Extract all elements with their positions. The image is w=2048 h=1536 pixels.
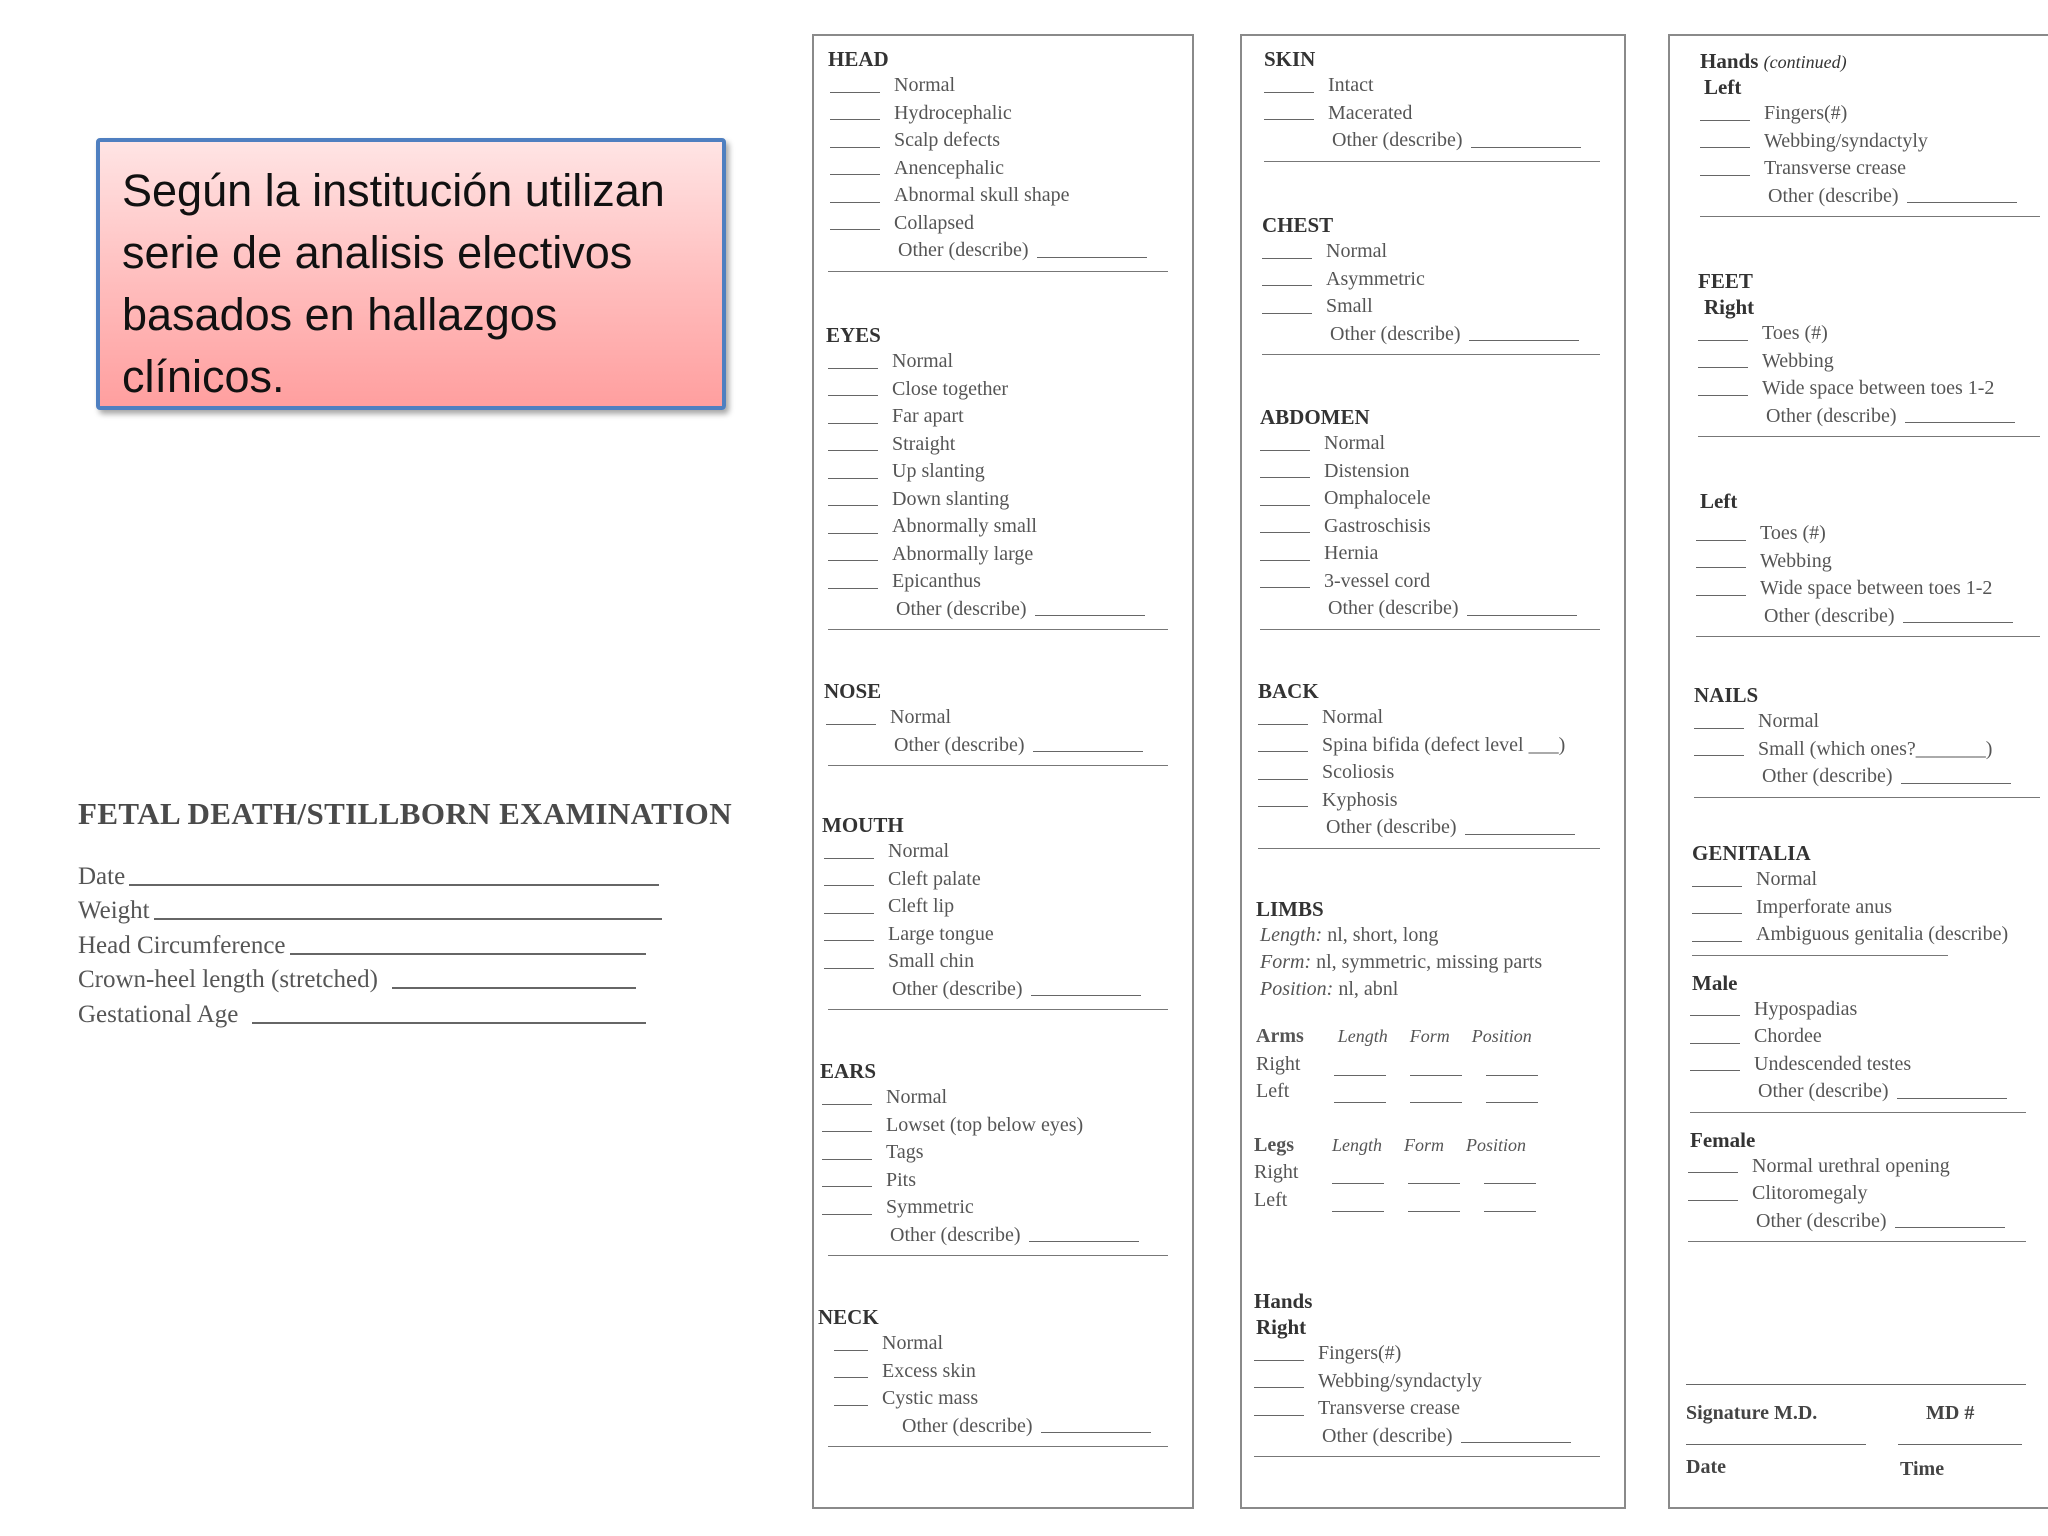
checklist-item[interactable]: Small chin [824, 948, 1192, 976]
legs-table: Legs Length Form Position Right Left [1242, 1132, 1624, 1215]
section-end-line[interactable] [828, 765, 1168, 766]
checklist-item[interactable]: Scoliosis [1258, 759, 1624, 787]
checklist-item[interactable]: Distension [1260, 458, 1624, 486]
checklist-item[interactable]: Imperforate anus [1692, 894, 2048, 922]
section-end-line[interactable] [1264, 161, 1600, 162]
section-feet [1670, 268, 2048, 437]
section-title: ABDOMEN [1260, 405, 1370, 429]
other-describe[interactable]: Other (describe) [1698, 403, 2048, 431]
checklist-item[interactable]: Anencephalic [830, 155, 1192, 183]
section-end-line[interactable] [1700, 216, 2040, 217]
checklist-item[interactable]: Webbing [1698, 348, 2048, 376]
checklist-item[interactable]: Abnormal skull shape [830, 182, 1192, 210]
section-end-line[interactable] [828, 1255, 1168, 1256]
section-title: MOUTH [822, 813, 904, 837]
form-column-3 [1668, 34, 2048, 1509]
male-label: Male [1692, 970, 1738, 995]
field-line[interactable] [154, 918, 662, 920]
section-end-line[interactable] [1698, 436, 2040, 437]
date-line[interactable] [1686, 1444, 1866, 1445]
checklist-item[interactable]: Abnormally large [828, 541, 1192, 569]
section-end-line[interactable] [1694, 797, 2040, 798]
signature-line[interactable] [1686, 1384, 2026, 1385]
section-end-line[interactable] [828, 271, 1168, 272]
section-end-line[interactable] [1262, 354, 1600, 355]
section-title: BACK [1258, 679, 1319, 703]
checklist-item[interactable]: Webbing [1696, 548, 2048, 576]
checklist-item[interactable]: Hernia [1260, 540, 1624, 568]
other-describe[interactable]: Other (describe) [834, 1413, 1192, 1441]
checklist-item[interactable]: Up slanting [828, 458, 1192, 486]
form-column-1 [812, 34, 1194, 1509]
section-limbs [1242, 896, 1624, 1214]
signature-label: Signature M.D. [1686, 1402, 1818, 1424]
other-describe[interactable]: Other (describe) [1690, 1078, 2048, 1106]
checklist-item[interactable]: Normal [1258, 704, 1624, 732]
section-end-line[interactable] [1690, 1112, 2026, 1113]
md-number-label: MD # [1926, 1402, 1975, 1424]
checklist-item[interactable]: Clitoromegaly [1688, 1180, 2048, 1208]
section-neck [814, 1304, 1192, 1447]
section-abdomen [1242, 404, 1624, 630]
section-end-line[interactable] [1260, 629, 1600, 630]
checklist-item[interactable]: Hydrocephalic [830, 100, 1192, 128]
field-line[interactable] [252, 1022, 646, 1024]
section-end-line[interactable] [1254, 1456, 1600, 1457]
section-title: HEAD [828, 47, 889, 71]
checklist-item[interactable]: Toes (#) [1698, 320, 2048, 348]
checklist-item[interactable]: Hypospadias [1690, 996, 2048, 1024]
female-label: Female [1690, 1127, 1756, 1152]
checklist-item[interactable]: Symmetric [822, 1194, 1192, 1222]
other-describe[interactable]: Other (describe) [1262, 321, 1624, 349]
fetal-exam-header [78, 796, 732, 1029]
checklist-item[interactable]: Epicanthus [828, 568, 1192, 596]
callout-box [96, 138, 726, 410]
section-mouth [814, 812, 1192, 1010]
checklist-item[interactable]: Straight [828, 431, 1192, 459]
checklist-item[interactable]: Normal [826, 704, 1192, 732]
checklist-item[interactable]: Down slanting [828, 486, 1192, 514]
checklist-item[interactable]: Wide space between toes 1-2 [1698, 375, 2048, 403]
callout-text: Según la institución utilizan serie de analisis electivos basados en hallazgos clínicos. [122, 165, 665, 402]
section-end-line[interactable] [828, 629, 1168, 630]
section-title: Hands [1254, 1289, 1313, 1313]
checklist-item[interactable]: Normal urethral opening [1688, 1153, 2048, 1181]
arms-table: Arms Length Form Position Right Left [1242, 1023, 1624, 1106]
section-end-line[interactable] [828, 1446, 1168, 1447]
checklist-item[interactable]: Normal [1694, 708, 2048, 736]
checklist-item[interactable]: Normal [822, 1084, 1192, 1112]
checklist-item[interactable]: Wide space between toes 1-2 [1696, 575, 2048, 603]
checklist-item[interactable]: 3-vessel cord [1260, 568, 1624, 596]
checklist-item[interactable]: Normal [1262, 238, 1624, 266]
time-line[interactable] [1898, 1444, 2022, 1445]
checklist-item[interactable]: Undescended testes [1690, 1051, 2048, 1079]
field-date: Date [78, 856, 678, 891]
checklist-item[interactable]: Normal [824, 838, 1192, 866]
section-title: LIMBS [1256, 897, 1324, 921]
other-describe[interactable]: Other (describe) [1264, 127, 1624, 155]
section-eyes [814, 322, 1192, 630]
other-describe[interactable]: Other (describe) [1700, 183, 2048, 211]
field-weight: Weight [78, 891, 678, 926]
checklist-item[interactable]: Large tongue [824, 921, 1192, 949]
other-describe[interactable]: Other (describe) [822, 1222, 1192, 1250]
limbs-length-legend: Length: nl, short, long [1260, 924, 1439, 946]
field-head-circumference: Head Circumference [78, 925, 678, 960]
arms-left-row[interactable]: Left [1256, 1078, 1624, 1106]
section-hands-right [1242, 1288, 1624, 1457]
section-feet-left [1670, 488, 2048, 637]
checklist-item[interactable]: Asymmetric [1262, 266, 1624, 294]
checklist-item[interactable]: Scalp defects [830, 127, 1192, 155]
feet-left-label: Left [1700, 489, 1738, 513]
checklist-item[interactable]: Omphalocele [1260, 485, 1624, 513]
checklist-item[interactable]: Transverse crease [1254, 1395, 1624, 1423]
checklist-item[interactable]: Spina bifida (defect level ___) [1258, 732, 1624, 760]
section-genitalia [1670, 840, 2048, 1242]
section-ears [814, 1058, 1192, 1256]
checklist-item[interactable]: Normal [830, 72, 1192, 100]
checklist-item[interactable]: Pits [822, 1167, 1192, 1195]
field-crown-heel: Crown-heel length (stretched) [78, 960, 678, 995]
arms-right-row[interactable]: Right [1256, 1051, 1624, 1079]
date-label: Date [1686, 1456, 1726, 1478]
section-head [814, 46, 1192, 272]
checklist-item[interactable]: Collapsed [830, 210, 1192, 238]
checklist-item[interactable]: Lowset (top below eyes) [822, 1112, 1192, 1140]
section-title: NAILS [1694, 683, 1759, 707]
field-line[interactable] [392, 987, 636, 989]
checklist-item[interactable]: Tags [822, 1139, 1192, 1167]
other-describe[interactable]: Other (describe) [1258, 814, 1624, 842]
other-describe[interactable]: Other (describe) [826, 732, 1192, 760]
section-title: FEET [1698, 269, 1753, 293]
other-describe[interactable]: Other (describe) [1694, 763, 2048, 791]
section-skin [1242, 46, 1624, 162]
field-line[interactable] [290, 953, 646, 955]
other-describe[interactable]: Other (describe) [1254, 1423, 1624, 1451]
fetal-exam-fields [78, 856, 678, 1029]
checklist-item[interactable]: Small (which ones?_______) [1694, 736, 2048, 764]
other-describe[interactable]: Other (describe) [1260, 595, 1624, 623]
checklist-item[interactable]: Fingers(#) [1700, 100, 2048, 128]
checklist-item[interactable]: Close together [828, 376, 1192, 404]
section-end-line[interactable] [1688, 1241, 2026, 1242]
other-describe[interactable]: Other (describe) [1688, 1208, 2048, 1236]
legs-right-row[interactable]: Right [1254, 1159, 1624, 1187]
section-nails [1670, 682, 2048, 798]
other-describe[interactable]: Other (describe) [1696, 603, 2048, 631]
checklist-item[interactable]: Cystic mass [834, 1385, 1192, 1413]
section-title: EARS [820, 1059, 877, 1083]
checklist-item[interactable]: Normal [834, 1330, 1192, 1358]
section-end-line[interactable] [828, 1009, 1168, 1010]
hands-side: Left [1704, 75, 1742, 99]
section-title: Hands (continued) [1700, 49, 1847, 73]
field-line[interactable] [129, 884, 659, 886]
checklist-item[interactable]: Abnormally small [828, 513, 1192, 541]
section-title: GENITALIA [1692, 841, 1811, 865]
checklist-item[interactable]: Intact [1264, 72, 1624, 100]
section-title: EYES [826, 323, 881, 347]
legs-left-row[interactable]: Left [1254, 1187, 1624, 1215]
section-end-line[interactable] [1258, 848, 1600, 849]
other-describe[interactable]: Other (describe) [828, 596, 1192, 624]
checklist-item[interactable]: Small [1262, 293, 1624, 321]
fetal-exam-title: FETAL DEATH/STILLBORN EXAMINATION [78, 796, 732, 831]
section-title: SKIN [1264, 47, 1316, 71]
section-title: NECK [818, 1305, 879, 1329]
checklist-item[interactable]: Transverse crease [1700, 155, 2048, 183]
form-column-2 [1240, 34, 1626, 1509]
section-title: NOSE [824, 679, 882, 703]
checklist-item[interactable]: Normal [828, 348, 1192, 376]
section-back [1242, 678, 1624, 849]
section-end-line[interactable] [1696, 636, 2040, 637]
other-describe[interactable]: Other (describe) [824, 976, 1192, 1004]
field-gestational-age: Gestational Age [78, 994, 678, 1029]
checklist-item[interactable]: Normal [1692, 866, 2048, 894]
feet-right-label: Right [1704, 295, 1755, 319]
checklist-item[interactable]: Far apart [828, 403, 1192, 431]
limbs-position-legend: Position: nl, abnl [1260, 978, 1399, 1000]
checklist-item[interactable]: Toes (#) [1696, 520, 2048, 548]
checklist-item[interactable]: Normal [1260, 430, 1624, 458]
checklist-item[interactable]: Cleft lip [824, 893, 1192, 921]
limbs-form-legend: Form: nl, symmetric, missing parts [1260, 951, 1543, 973]
section-nose [814, 678, 1192, 766]
section-chest [1242, 212, 1624, 355]
checklist-item[interactable]: Cleft palate [824, 866, 1192, 894]
other-describe[interactable]: Other (describe) [830, 237, 1192, 265]
checklist-item[interactable]: Kyphosis [1258, 787, 1624, 815]
section-end-line[interactable] [1692, 955, 1948, 956]
checklist-item[interactable]: Gastroschisis [1260, 513, 1624, 541]
section-hands-left [1670, 48, 2048, 217]
checklist-item[interactable]: Fingers(#) [1254, 1340, 1624, 1368]
checklist-item[interactable]: Ambiguous genitalia (describe) [1692, 921, 2048, 949]
checklist-item[interactable]: Macerated [1264, 100, 1624, 128]
checklist-item[interactable]: Webbing/syndactyly [1254, 1368, 1624, 1396]
checklist-item[interactable]: Webbing/syndactyly [1700, 128, 2048, 156]
checklist-item[interactable]: Chordee [1690, 1023, 2048, 1051]
time-label: Time [1900, 1458, 1945, 1480]
checklist-item[interactable]: Excess skin [834, 1358, 1192, 1386]
section-title: CHEST [1262, 213, 1334, 237]
hands-side: Right [1256, 1315, 1307, 1339]
